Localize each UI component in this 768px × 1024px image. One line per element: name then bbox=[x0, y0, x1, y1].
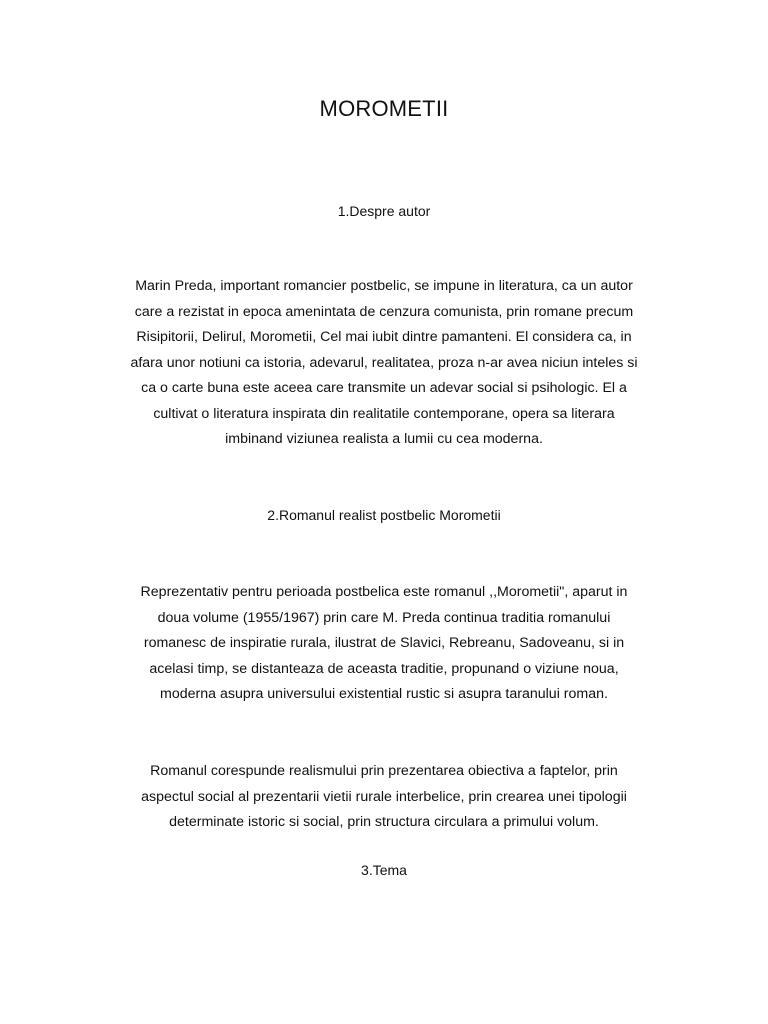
paragraph-romanul-corespunde bbox=[84, 759, 684, 836]
paragraph-line: Romanul corespunde realismului prin prezentarea obiectiva a faptelor, prin bbox=[150, 763, 618, 779]
paragraph-line: Risipitorii, Delirul, Morometii, Cel mai iubit dintre pamanteni. El considera ca, in bbox=[136, 329, 632, 345]
paragraph-line: moderna asupra universului existential rustic si asupra taranului roman. bbox=[160, 686, 608, 702]
paragraph-line: aspectul social al prezentarii vietii rurale interbelice, prin crearea unei tipologii bbox=[141, 788, 627, 805]
paragraph-line: Reprezentativ pentru perioada postbelica este romanul ,,Morometii", aparut in bbox=[140, 584, 628, 600]
paragraph-line: imbinand viziunea realista a lumii cu cea moderna. bbox=[225, 431, 543, 447]
paragraph-line: cultivat o literatura inspirata din realitatile contemporane, opera sa literara bbox=[153, 405, 615, 422]
paragraph-line: afara unor notiuni ca istoria, adevarul, realitatea, proza n-ar avea niciun inteles si bbox=[130, 354, 638, 371]
paragraph-line: ca o carte buna este aceea care transmite un adevar social si psihologic. El a bbox=[141, 380, 627, 396]
paragraph-line: doua volume (1955/1967) prin care M. Preda continua traditia romanului bbox=[157, 609, 611, 626]
paragraph-reprezentativ bbox=[84, 580, 684, 708]
paragraph-line: care a rezistat in epoca amenintata de cenzura comunista, prin romane precum bbox=[134, 303, 634, 320]
paragraph-line: romanesc de inspiratie rurala, ilustrat de Slavici, Rebreanu, Sadoveanu, si in bbox=[143, 635, 625, 651]
paragraph-line: Marin Preda, important romancier postbelic, se impune in literatura, ca un autor bbox=[135, 278, 633, 294]
paragraph-line: acelasi timp, se distanteaza de aceasta traditie, propunand o viziune noua, bbox=[149, 660, 619, 677]
document-title: MOROMETII bbox=[319, 96, 449, 121]
section-heading-despre-autor: 1.Despre autor bbox=[337, 203, 431, 219]
paragraph-line: determinate istoric si social, prin structura circulara a primului volum. bbox=[169, 814, 599, 830]
paragraph-despre-autor bbox=[84, 274, 684, 453]
section-heading-romanul-realist: 2.Romanul realist postbelic Morometii bbox=[267, 507, 501, 523]
section-heading-tema: 3.Tema bbox=[361, 862, 407, 878]
